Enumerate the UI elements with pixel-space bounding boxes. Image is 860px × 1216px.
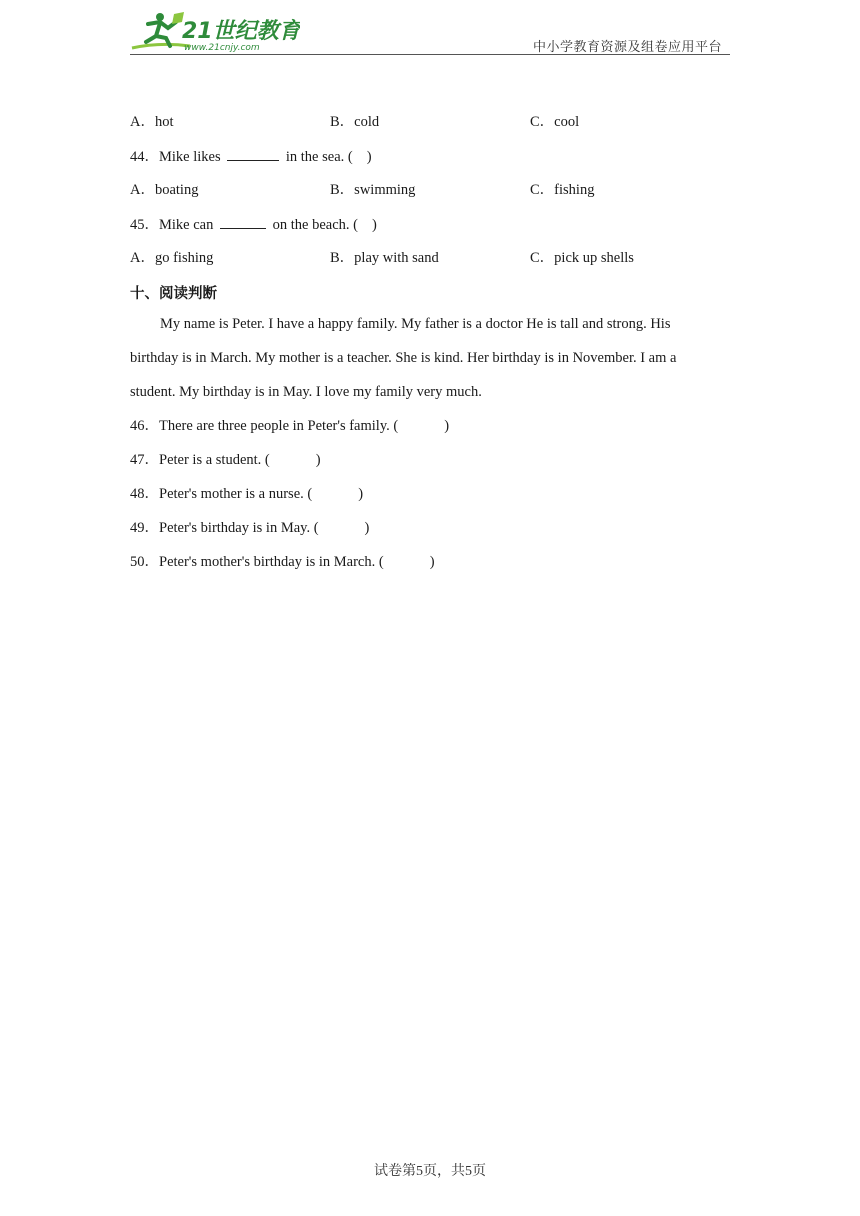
page-footer: 试卷第5页，共5页 (374, 1164, 486, 1179)
answer-blank (227, 146, 279, 161)
question-number: 46． (130, 418, 159, 434)
q43-option-c: C．cool (530, 114, 580, 130)
paren-close: ) (366, 149, 372, 165)
question-text: Peter's birthday is in May. ( (159, 520, 319, 536)
question-number: 50． (130, 554, 159, 570)
q44-option-a: A．boating (130, 182, 199, 198)
question-text: Peter is a student. ( (159, 452, 270, 468)
question-number: 48． (130, 486, 159, 502)
question-44 (130, 146, 372, 167)
reading-passage: My name is Peter. I have a happy family. My father is a doctor He is tall and strong. His birthday is in March. My mother is a teacher. She is kind. Her birthday is in November. I am a student. My birthday is in May. I love my family very much. (130, 316, 677, 400)
question-text-before: Mike likes (159, 149, 221, 165)
runner-logo-icon (130, 8, 300, 54)
header-divider (130, 54, 730, 55)
answer-blank (220, 214, 266, 229)
q45-option-a: A．go fishing (130, 250, 214, 266)
logo-text: 21世纪教育 (182, 19, 300, 44)
question-number: 45． (130, 217, 159, 233)
question-text-after: in the sea. ( (285, 149, 353, 165)
question-text: There are three people in Peter's family. ( (159, 418, 399, 434)
page-header (130, 6, 730, 56)
judgment-47 (130, 450, 321, 470)
question-number: 49． (130, 520, 159, 536)
paren-close: ) (429, 554, 435, 570)
judgment-49 (130, 518, 369, 538)
question-text-after: on the beach. ( (272, 217, 358, 233)
question-number: 47． (130, 452, 159, 468)
judgment-48 (130, 484, 363, 504)
judgment-46 (130, 416, 449, 436)
question-45 (130, 214, 377, 235)
q44-option-b: B．swimming (330, 182, 416, 198)
question-number: 44． (130, 149, 159, 165)
question-text-before: Mike can (159, 217, 214, 233)
paren-close: ) (371, 217, 377, 233)
q43-option-a: A．hot (130, 114, 174, 130)
q44-option-c: C．fishing (530, 182, 595, 198)
paren-close: ) (444, 418, 450, 434)
logo (130, 8, 300, 54)
q43-option-b: B．cold (330, 114, 380, 130)
paren-close: ) (358, 486, 364, 502)
question-text: Peter's mother's birthday is in March. ( (159, 554, 384, 570)
paren-close: ) (364, 520, 370, 536)
logo-url: www.21cnjy.com (184, 43, 260, 53)
paren-close: ) (315, 452, 321, 468)
question-text: Peter's mother is a nurse. ( (159, 486, 313, 502)
platform-name: 中小学教育资源及组卷应用平台 (532, 39, 722, 54)
judgment-50 (130, 552, 435, 572)
q45-option-b: B．play with sand (330, 250, 439, 266)
section-title: 十、阅读判断 (130, 286, 217, 302)
q45-option-c: C．pick up shells (530, 250, 634, 266)
